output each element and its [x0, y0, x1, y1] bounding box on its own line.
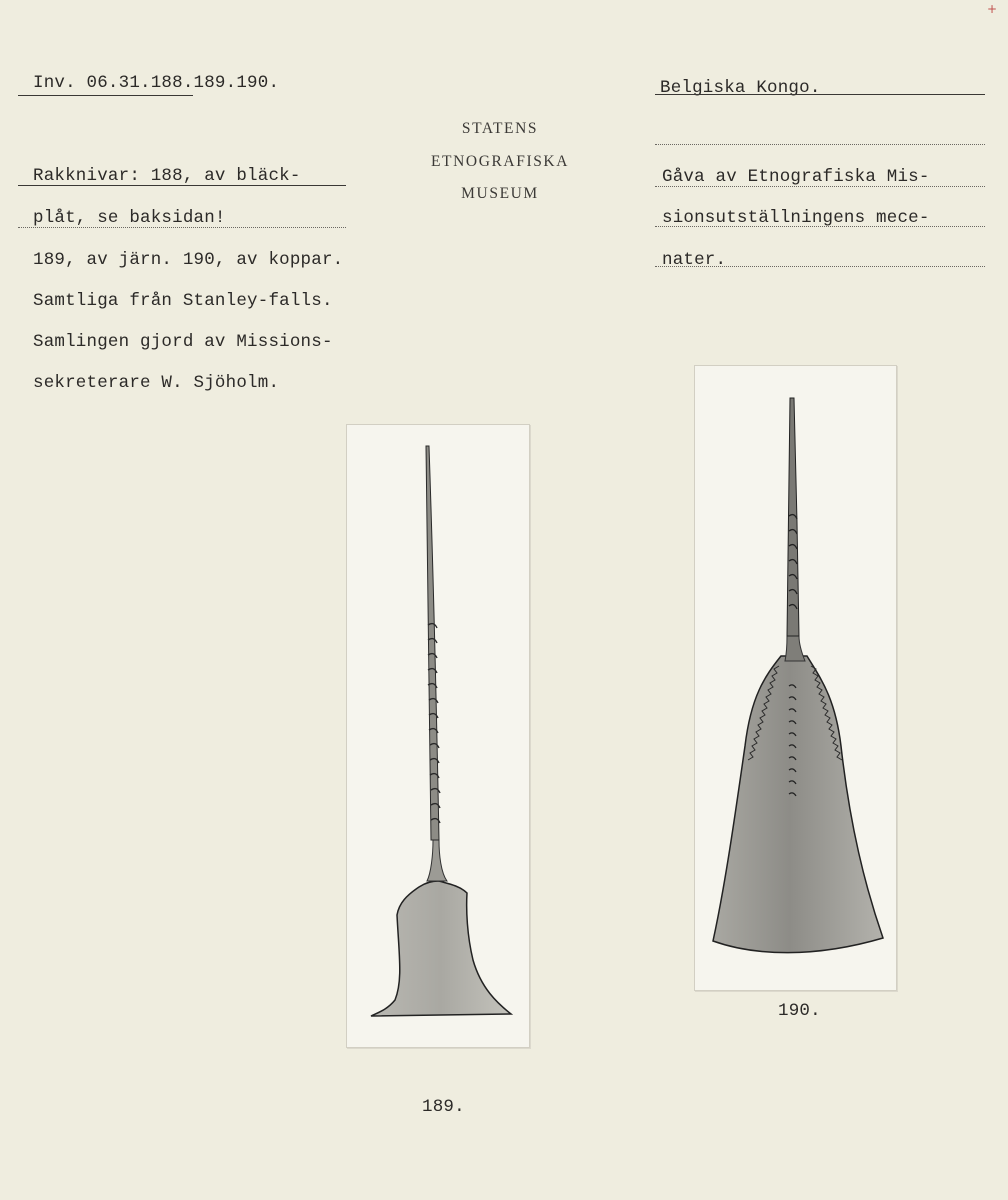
- figure-189-number: 189.: [422, 1097, 465, 1117]
- figure-190-card: [694, 365, 897, 991]
- razor-190-drawing: [695, 366, 896, 990]
- donation-dotted-line-2: [655, 226, 985, 227]
- razor-190-blade: [713, 656, 883, 953]
- figure-189-card: [346, 424, 530, 1048]
- donation-line-2: sionsutställningens mece-: [662, 208, 930, 228]
- donation-line-1: Gåva av Etnografiska Mis-: [662, 167, 930, 187]
- description-line-1: Rakknivar: 188, av bläck-: [33, 166, 301, 186]
- razor-189-drawing: [347, 425, 529, 1047]
- museum-stamp-line-1: STATENS: [461, 120, 539, 137]
- inventory-number: Inv. 06.31.188.189.190.: [33, 73, 280, 93]
- description-line-3: 189, av järn. 190, av koppar.: [33, 250, 344, 270]
- description-line-6: sekreterare W. Sjöholm.: [33, 373, 280, 393]
- museum-stamp-line-2: ETNOGRAFISKA: [430, 153, 570, 170]
- description-line-2: plåt, se baksidan!: [33, 208, 226, 228]
- description-line-4: Samtliga från Stanley-falls.: [33, 291, 333, 311]
- description-underline: [18, 185, 346, 186]
- razor-189-blade: [371, 881, 511, 1016]
- description-line-5: Samlingen gjord av Missions-: [33, 332, 333, 352]
- description-dotted-line: [18, 227, 346, 228]
- inventory-underline: [18, 95, 193, 96]
- donation-line-3: nater.: [662, 250, 727, 270]
- figure-190-number: 190.: [778, 1001, 821, 1021]
- donation-dotted-line-3: [655, 266, 985, 267]
- region-label: Belgiska Kongo.: [660, 78, 821, 98]
- region-underline: [655, 94, 985, 95]
- region-dotted-line: [655, 144, 985, 145]
- donation-dotted-line-1: [655, 186, 985, 187]
- corner-mark: +: [987, 2, 998, 16]
- museum-stamp-line-3: MUSEUM: [461, 185, 539, 202]
